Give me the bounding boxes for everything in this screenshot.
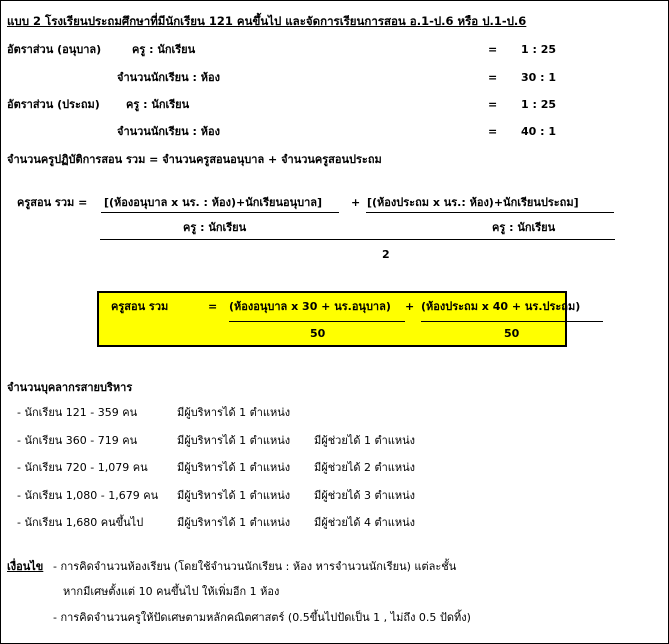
ratio-primary-term: ครู : นักเรียน (126, 98, 190, 111)
admin-row-exec: มีผู้บริหารได้ 1 ตำแหน่ง (177, 406, 291, 419)
admin-row-exec: มีผู้บริหารได้ 1 ตำแหน่ง (177, 434, 291, 447)
ratio-primary-room-term: จำนวนนักเรียน : ห้อง (117, 125, 220, 138)
ratio-kindergarten-room-eq: = (488, 71, 498, 84)
box-denominator-primary: 50 (504, 327, 520, 340)
admin-row-assistant: มีผู้ช่วยได้ 4 ตำแหน่ง (314, 516, 416, 529)
box-lhs: ครูสอน รวม (111, 300, 169, 313)
formula-denominator-primary: ครู : นักเรียน (492, 221, 556, 234)
condition-item-1: - การคิดจำนวนห้องเรียน (โดยใช้จำนวนนักเรียน : ห้อง หารจำนวนนักเรียน) แต่ละชั้น (53, 560, 457, 573)
box-plus: + (405, 300, 415, 313)
formula-denominator-kindergarten: ครู : นักเรียน (183, 221, 247, 234)
box-numerator-primary: (ห้องประถม x 40 + นร.ประถม) (421, 300, 581, 313)
condition-item-1-continued: หากมีเศษตั้งแต่ 10 คนขึ้นไป ให้เพิ่มอีก 1 ห้อง (63, 585, 280, 598)
admin-row-assistant: มีผู้ช่วยได้ 1 ตำแหน่ง (314, 434, 416, 447)
box-numerator-kindergarten: (ห้องอนุบาล x 30 + นร.อนุบาล) (229, 300, 391, 313)
box-fraction-line-kindergarten (229, 321, 405, 322)
box-eq: = (208, 300, 218, 313)
admin-row-range: - นักเรียน 360 - 719 คน (17, 434, 138, 447)
admin-row-range: - นักเรียน 720 - 1,079 คน (17, 461, 148, 474)
ratio-primary-room-value: 40 : 1 (521, 125, 557, 138)
admin-row-range: - นักเรียน 1,680 คนขึ้นไป (17, 516, 144, 529)
admin-row-exec: มีผู้บริหารได้ 1 ตำแหน่ง (177, 461, 291, 474)
document-heading: แบบ 2 โรงเรียนประถมศึกษาที่มีนักเรียน 121 คนขึ้นไป และจัดการเรียนการสอน อ.1-ป.6 หรือ ป.1-ป.6 (7, 14, 527, 28)
ratio-kindergarten-term: ครู : นักเรียน (132, 43, 196, 56)
ratio-kindergarten-eq: = (488, 43, 498, 56)
formula-lhs: ครูสอน รวม = (17, 196, 88, 209)
formula-main-fraction-line (100, 239, 615, 240)
formula-numerator-kindergarten: [(ห้องอนุบาล x นร. : ห้อง)+นักเรียนอนุบาล] (104, 196, 323, 209)
admin-row-assistant: มีผู้ช่วยได้ 3 ตำแหน่ง (314, 489, 416, 502)
conditions-label: เงื่อนไข (7, 560, 44, 573)
teacher-total-text: จำนวนครูปฏิบัติการสอน รวม = จำนวนครูสอนอนุบาล + จำนวนครูสอนประถม (7, 153, 382, 166)
ratio-primary-room-eq: = (488, 125, 498, 138)
box-denominator-kindergarten: 50 (310, 327, 326, 340)
admin-row-exec: มีผู้บริหารได้ 1 ตำแหน่ง (177, 489, 291, 502)
ratio-kindergarten-value: 1 : 25 (521, 43, 557, 56)
formula-numerator-primary: [(ห้องประถม x นร.: ห้อง)+นักเรียนประถม] (367, 196, 579, 209)
formula-plus: + (351, 196, 361, 209)
formula-outer-denominator: 2 (382, 248, 390, 261)
admin-row-range: - นักเรียน 121 - 359 คน (17, 406, 138, 419)
ratio-kindergarten-room-value: 30 : 1 (521, 71, 557, 84)
ratio-primary-eq: = (488, 98, 498, 111)
admin-row-range: - นักเรียน 1,080 - 1,679 คน (17, 489, 159, 502)
ratio-primary-label: อัตราส่วน (ประถม) (7, 98, 100, 111)
ratio-primary-value: 1 : 25 (521, 98, 557, 111)
ratio-kindergarten-room-term: จำนวนนักเรียน : ห้อง (117, 71, 220, 84)
condition-item-2: - การคิดจำนวนครูให้ปัดเศษตามหลักคณิตศาสตร์ (0.5ขึ้นไปปัดเป็น 1 , ไม่ถึง 0.5 ปัดทิ้ง) (53, 611, 471, 624)
ratio-kindergarten-label: อัตราส่วน (อนุบาล) (7, 43, 102, 56)
admin-row-exec: มีผู้บริหารได้ 1 ตำแหน่ง (177, 516, 291, 529)
admin-row-assistant: มีผู้ช่วยได้ 2 ตำแหน่ง (314, 461, 416, 474)
formula-fraction-line-primary (366, 212, 614, 213)
formula-fraction-line-kindergarten (101, 212, 339, 213)
admin-title: จำนวนบุคลากรสายบริหาร (7, 381, 133, 394)
box-fraction-line-primary (421, 321, 603, 322)
